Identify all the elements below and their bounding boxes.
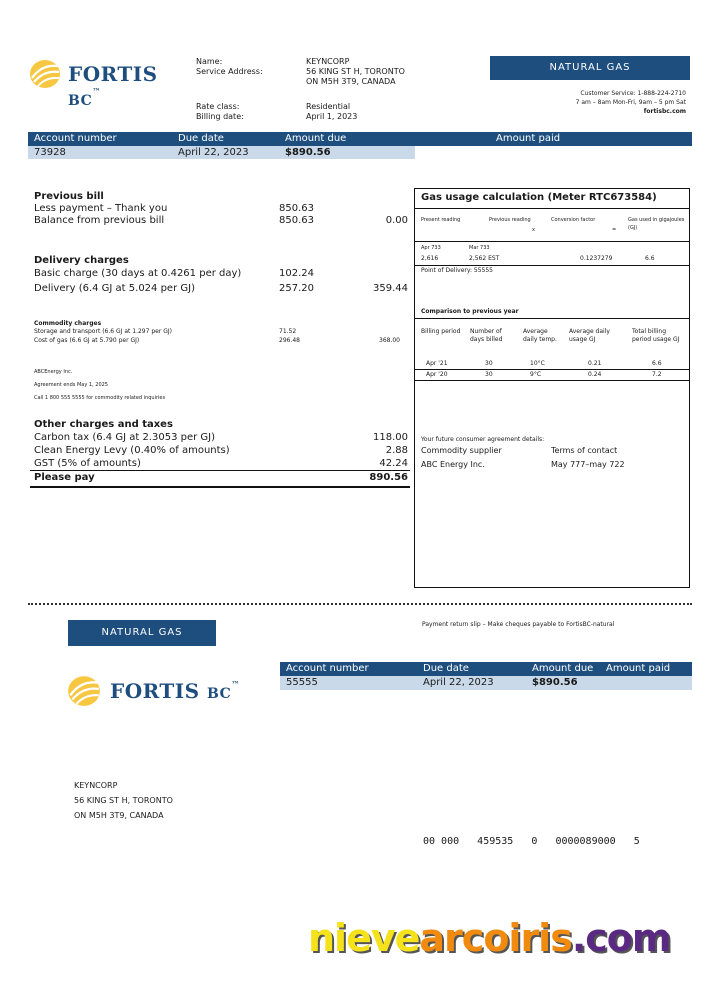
clean-label: Clean Energy Levy (0.40% of amounts) bbox=[34, 445, 230, 456]
cmp-row2-temp: 9°C bbox=[530, 371, 542, 378]
delivery-label: Delivery (6.4 GJ at 5.024 per GJ) bbox=[34, 283, 195, 294]
slip-banner bbox=[68, 620, 216, 646]
cmp-row2-total: 7.2 bbox=[652, 371, 662, 378]
previous-date: Mar 733 bbox=[469, 245, 490, 251]
service-address-line2: ON M5H 3T9, CANADA bbox=[306, 77, 396, 86]
slip-address-line3: ON M5H 3T9, CANADA bbox=[74, 811, 164, 820]
less-payment-label: Less payment – Thank you bbox=[34, 203, 168, 214]
watermark-part1: nieve bbox=[308, 916, 420, 960]
slip-scanline: 00 000 459535 0 0000089000 5 bbox=[423, 836, 640, 847]
due-date-value: April 22, 2023 bbox=[178, 147, 249, 158]
col-x: x bbox=[532, 227, 535, 233]
delivery-value: 257.20 bbox=[279, 283, 314, 294]
basic-charge-label: Basic charge (30 days at 0.4261 per day) bbox=[34, 268, 242, 279]
slip-logo-flame-icon bbox=[66, 672, 102, 708]
supplier-label: Commodity supplier bbox=[421, 446, 502, 455]
slip-values-bar bbox=[280, 676, 692, 690]
please-pay-value: 890.56 bbox=[369, 472, 408, 483]
storage-label: Storage and transport (6.6 GJ at 1.297 per GJ) bbox=[34, 328, 172, 335]
account-number-value: 73928 bbox=[34, 147, 66, 158]
watermark-part3: .com bbox=[571, 916, 671, 960]
name-value: KEYNCORP bbox=[306, 57, 350, 66]
other-title: Other charges and taxes bbox=[34, 419, 173, 430]
agreement-title: Your future consumer agreement details: bbox=[421, 436, 545, 443]
slip-logo-text: FORTIS bbox=[110, 679, 200, 703]
service-address-line1: 56 KING ST H, TORONTO bbox=[306, 67, 405, 76]
present-date: Apr 733 bbox=[421, 245, 441, 251]
account-header-bar bbox=[28, 132, 692, 146]
logo-text: FORTIS bbox=[68, 62, 158, 86]
tear-line bbox=[28, 603, 692, 605]
conversion-value: 0.1237279 bbox=[580, 255, 613, 262]
cmp-row1-avg: 0.21 bbox=[588, 360, 602, 367]
abc-line3: Call 1 800 555 5555 for commodity related inquiries bbox=[34, 395, 166, 401]
terms-label: Terms of contact bbox=[551, 446, 618, 455]
amount-due-header: Amount due bbox=[285, 133, 347, 144]
cmp-row1-total: 6.6 bbox=[652, 360, 662, 367]
slip-amount-due-value: $890.56 bbox=[532, 677, 578, 688]
due-date-header: Due date bbox=[178, 133, 224, 144]
used-value: 6.6 bbox=[645, 255, 655, 262]
col-used: Gas used in gigajoules (GJ) bbox=[628, 217, 685, 231]
basic-charge-value: 102.24 bbox=[279, 268, 314, 279]
cost-gas-value: 296.48 bbox=[279, 337, 300, 344]
commodity-total: 368.00 bbox=[379, 337, 400, 344]
carbon-label: Carbon tax (6.4 GJ at 2.3053 per GJ) bbox=[34, 432, 215, 443]
balance-value: 850.63 bbox=[279, 215, 314, 226]
col-eq: = bbox=[612, 227, 617, 233]
billing-date-value: April 1, 2023 bbox=[306, 112, 358, 121]
slip-header-bar bbox=[280, 662, 692, 676]
abc-line2: Agreement ends May 1, 2025 bbox=[34, 382, 108, 388]
billing-date-label: Billing date: bbox=[196, 112, 244, 121]
service-hours: 7 am – 8am Mon-Fri, 9am – 5 pm Sat bbox=[575, 99, 686, 106]
carbon-value: 118.00 bbox=[373, 432, 408, 443]
balance-label: Balance from previous bill bbox=[34, 215, 165, 226]
slip-due-date-header: Due date bbox=[423, 663, 469, 674]
delivery-total: 359.44 bbox=[373, 283, 408, 294]
cmp-row1-days: 30 bbox=[485, 360, 493, 367]
cost-gas-label: Cost of gas (6.6 GJ at 5.790 per GJ) bbox=[34, 337, 140, 344]
delivery-title: Delivery charges bbox=[34, 255, 129, 266]
supplier-value: ABC Energy Inc. bbox=[421, 460, 485, 469]
natural-gas-banner-text: NATURAL GAS bbox=[549, 62, 631, 73]
watermark bbox=[308, 916, 671, 960]
cmp-row2-period: Apr '20 bbox=[426, 371, 448, 378]
slip-company-logo bbox=[66, 672, 246, 708]
previous-value: 2,562 EST bbox=[469, 255, 500, 262]
account-values-bar bbox=[28, 146, 692, 159]
slip-address-line1: KEYNCORP bbox=[74, 781, 118, 790]
present-value: 2,616 bbox=[421, 255, 439, 262]
slip-account-number-value: 55555 bbox=[286, 677, 318, 688]
rate-class-value: Residential bbox=[306, 102, 351, 111]
watermark-part2: arcoiris bbox=[419, 916, 572, 960]
cmp-header-temp: Average daily temp. bbox=[523, 328, 557, 343]
slip-logo-suffix: BC bbox=[207, 686, 232, 702]
slip-note: Payment return slip – Make cheques payable to FortisBC-natural bbox=[422, 621, 615, 628]
commodity-title: Commodity charges bbox=[34, 320, 102, 327]
terms-value: May 777–may 722 bbox=[551, 460, 625, 469]
natural-gas-banner bbox=[490, 56, 690, 80]
account-number-header: Account number bbox=[34, 133, 117, 144]
balance-total: 0.00 bbox=[385, 215, 408, 226]
previous-bill-title: Previous bill bbox=[34, 191, 104, 202]
col-present: Present reading bbox=[421, 217, 461, 223]
slip-amount-paid-header: Amount paid bbox=[606, 663, 671, 674]
cmp-header-days: Number of days billed bbox=[470, 328, 503, 343]
point-of-delivery: Point of Delivery: 55555 bbox=[421, 267, 493, 274]
amount-paid-header: Amount paid bbox=[496, 133, 561, 144]
cmp-row2-days: 30 bbox=[485, 371, 493, 378]
cmp-header-period: Billing period bbox=[421, 328, 461, 335]
logo-flame-icon bbox=[28, 56, 62, 90]
cmp-header-avg: Average daily usage GJ bbox=[569, 328, 610, 343]
less-payment-value: 850.63 bbox=[279, 203, 314, 214]
gas-usage-box bbox=[414, 188, 690, 588]
please-pay-label: Please pay bbox=[34, 472, 95, 483]
cmp-row2-avg: 0.24 bbox=[588, 371, 602, 378]
website-link[interactable]: fortisbc.com bbox=[643, 108, 686, 115]
cmp-row1-period: Apr '21 bbox=[426, 360, 448, 367]
logo-suffix: BC bbox=[68, 93, 93, 109]
gst-label: GST (5% of amounts) bbox=[34, 458, 141, 469]
rate-class-label: Rate class: bbox=[196, 102, 240, 111]
comparison-title: Comparison to previous year bbox=[421, 308, 519, 315]
slip-banner-text: NATURAL GAS bbox=[101, 627, 183, 638]
service-address-label: Service Address: bbox=[196, 67, 263, 76]
gas-usage-title: Gas usage calculation (Meter RTC673584) bbox=[421, 192, 657, 203]
storage-value: 71.52 bbox=[279, 328, 297, 335]
amount-due-value: $890.56 bbox=[285, 147, 331, 158]
slip-address-line2: 56 KING ST H, TORONTO bbox=[74, 796, 173, 805]
slip-account-number-header: Account number bbox=[286, 663, 369, 674]
cmp-row1-temp: 10°C bbox=[530, 360, 545, 367]
company-logo bbox=[28, 56, 188, 109]
cmp-header-total: Total billing period usage GJ bbox=[632, 328, 680, 343]
slip-logo-mark: ™ bbox=[231, 679, 240, 689]
col-conversion: Conversion factor bbox=[551, 217, 596, 223]
abc-line1: ABCEnergy Inc. bbox=[34, 369, 73, 375]
logo-mark: ™ bbox=[92, 86, 101, 96]
name-label: Name: bbox=[196, 57, 223, 66]
clean-value: 2.88 bbox=[385, 445, 408, 456]
slip-due-date-value: April 22, 2023 bbox=[423, 677, 494, 688]
customer-service: Customer Service: 1-888-224-2710 bbox=[580, 90, 686, 97]
gst-value: 42.24 bbox=[379, 458, 408, 469]
col-previous: Previous reading bbox=[489, 217, 531, 223]
slip-amount-due-header: Amount due bbox=[532, 663, 594, 674]
